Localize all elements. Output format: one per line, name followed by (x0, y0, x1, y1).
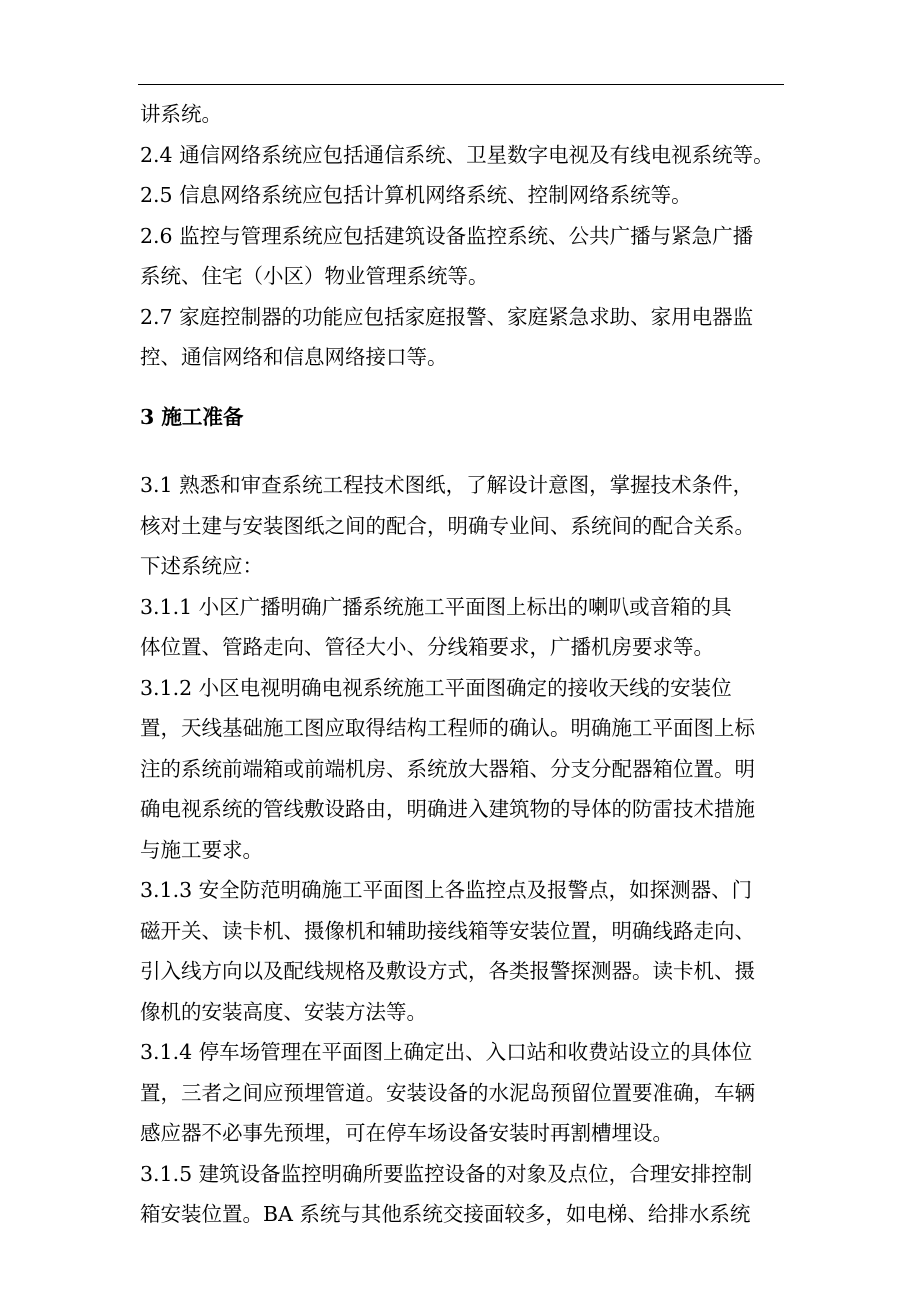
clause-3-1 (140, 465, 800, 587)
text-line: 核对土建与安装图纸之间的配合，明确专业间、系统间的配合关系。 (140, 513, 755, 538)
text-line: 2.7 家庭控制器的功能应包括家庭报警、家庭紧急求助、家用电器监 (140, 304, 754, 329)
text-line: 讲系统。 (140, 102, 222, 126)
text-line: 2.6 监控与管理系统应包括建筑设备监控系统、公共广播与紧急广播 (140, 223, 754, 248)
text-line: 2.5 信息网络系统应包括计算机网络系统、控制网络系统等。 (140, 183, 692, 207)
clause-3-1-3 (140, 870, 800, 1032)
text-line: 3.1 熟悉和审查系统工程技术图纸，了解设计意图，掌握技术条件， (140, 473, 754, 497)
text-line: 下述系统应： (140, 554, 263, 578)
text-line: 3.1.1 小区广播明确广播系统施工平面图上标出的喇叭或音箱的具 (140, 594, 732, 619)
text-line: 体位置、管路走向、管径大小、分线箱要求，广播机房要求等。 (140, 635, 714, 659)
intro-paragraph (140, 94, 800, 135)
clause-2-5 (140, 175, 800, 216)
clause-2-4 (140, 135, 800, 176)
text-line: 感应器不必事先预埋，可在停车场设备安装时再割槽埋设。 (140, 1121, 673, 1145)
clause-2-6 (140, 216, 800, 297)
clause-3-1-1 (140, 587, 800, 668)
text-line: 3.1.4 停车场管理在平面图上确定出、入口站和收费站设立的具体位 (140, 1040, 753, 1064)
header-rule (138, 84, 784, 85)
document-body (140, 94, 800, 1235)
section-heading: 3 施工准备 (140, 404, 244, 429)
text-line: 引入线方向以及配线规格及敷设方式，各类报警探测器。读卡机、摄 (140, 959, 755, 983)
text-line: 置，天线基础施工图应取得结构工程师的确认。明确施工平面图上标 (140, 716, 755, 740)
text-line: 3.1.5 建筑设备监控明确所要监控设备的对象及点位，合理安排控制 (140, 1161, 753, 1186)
clause-3-1-5 (140, 1154, 800, 1235)
text-line: 与施工要求。 (140, 837, 263, 862)
text-line: 确电视系统的管线敷设路由，明确进入建筑物的导体的防雷技术措施 (140, 797, 755, 821)
text-line: 置，三者之间应预埋管道。安装设备的水泥岛预留位置要准确，车辆 (140, 1080, 755, 1105)
text-line: 3.1.3 安全防范明确施工平面图上各监控点及报警点，如探测器、门 (140, 878, 753, 902)
text-line: 磁开关、读卡机、摄像机和辅助接线箱等安装位置，明确线路走向、 (140, 918, 755, 943)
text-line: 系统、住宅（小区）物业管理系统等。 (140, 264, 489, 288)
text-line: 3.1.2 小区电视明确电视系统施工平面图确定的接收天线的安装位 (140, 675, 732, 700)
clause-2-7 (140, 297, 800, 378)
text-line: 像机的安装高度、安装方法等。 (140, 999, 427, 1024)
text-line: 注的系统前端箱或前端机房、系统放大器箱、分支分配器箱位置。明 (140, 756, 755, 781)
text-line: 控、通信网络和信息网络接口等。 (140, 345, 448, 369)
text-line: 2.4 通信网络系统应包括通信系统、卫星数字电视及有线电视系统等。 (140, 142, 774, 167)
text-line: 箱安装位置。BA 系统与其他系统交接面较多，如电梯、给排水系统 (140, 1202, 751, 1226)
clause-3-1-4 (140, 1032, 800, 1154)
clause-3-1-2 (140, 668, 800, 871)
